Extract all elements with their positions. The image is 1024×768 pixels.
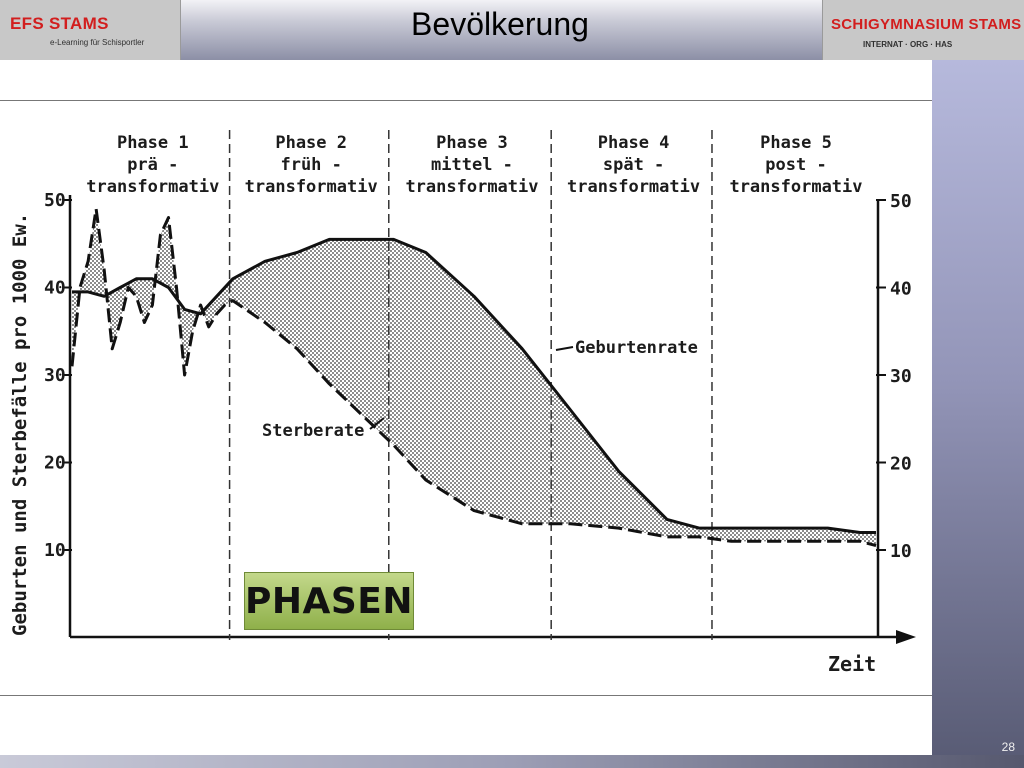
- phase-label-name: Phase 1: [116, 133, 189, 153]
- logo-right-sub: INTERNAT · ORG · HAS: [863, 40, 953, 49]
- y-tick-label-left: 40: [44, 277, 66, 299]
- x-axis-arrowhead: [896, 630, 916, 644]
- y-tick-label-right: 10: [890, 541, 912, 562]
- y-tick-label-right: 20: [890, 453, 912, 475]
- phase-label-name: Phase 4: [597, 133, 670, 153]
- rate-difference-area: [72, 209, 876, 546]
- sterberate-annotation: Sterberate: [262, 421, 365, 441]
- y-tick-label-right: 30: [890, 366, 912, 387]
- logo-right-main: SCHIGYMNASIUM STAMS: [831, 16, 1022, 33]
- logo-left-main: EFS STAMS: [10, 14, 109, 33]
- geburtenrate-leader-line: [556, 347, 573, 350]
- phase-label-qualifier: prä -: [127, 155, 179, 175]
- phase-label-type: transformativ: [567, 177, 701, 197]
- phase-label-qualifier: spät -: [602, 155, 665, 175]
- right-decor-bar: [932, 60, 1024, 768]
- x-axis-title: Zeit: [828, 652, 877, 676]
- phase-label-type: transformativ: [86, 177, 220, 197]
- phase-label-name: Phase 5: [760, 133, 832, 153]
- y-tick-label-left: 30: [44, 365, 66, 386]
- geburtenrate-annotation: Geburtenrate: [575, 338, 698, 358]
- phase-label-type: transformativ: [729, 177, 863, 197]
- slide-title: Bevölkerung: [411, 6, 589, 42]
- phase-label-name: Phase 2: [275, 133, 348, 153]
- phase-label-type: transformativ: [405, 177, 539, 197]
- y-tick-label-right: 40: [890, 278, 912, 300]
- y-tick-label-left: 50: [44, 190, 66, 211]
- phase-label-qualifier: post -: [765, 155, 827, 175]
- phase-label-qualifier: früh -: [280, 155, 342, 175]
- y-tick-label-left: 20: [44, 452, 66, 474]
- rate-gap-fill: [72, 209, 876, 546]
- phase-label-type: transformativ: [244, 177, 378, 197]
- y-tick-label-left: 10: [44, 540, 66, 561]
- phase-label-qualifier: mittel -: [431, 155, 513, 175]
- phase-label-name: Phase 3: [436, 133, 508, 153]
- slide-number: 28: [1001, 740, 1015, 754]
- y-axis-title: Geburten und Sterbefälle pro 1000 Ew.: [9, 212, 31, 636]
- phase-labels: [86, 133, 862, 197]
- phasen-badge: PHASEN: [244, 572, 414, 630]
- logo-left-sub: e-Learning für Schisportler: [50, 38, 145, 47]
- y-tick-label-right: 50: [890, 191, 912, 212]
